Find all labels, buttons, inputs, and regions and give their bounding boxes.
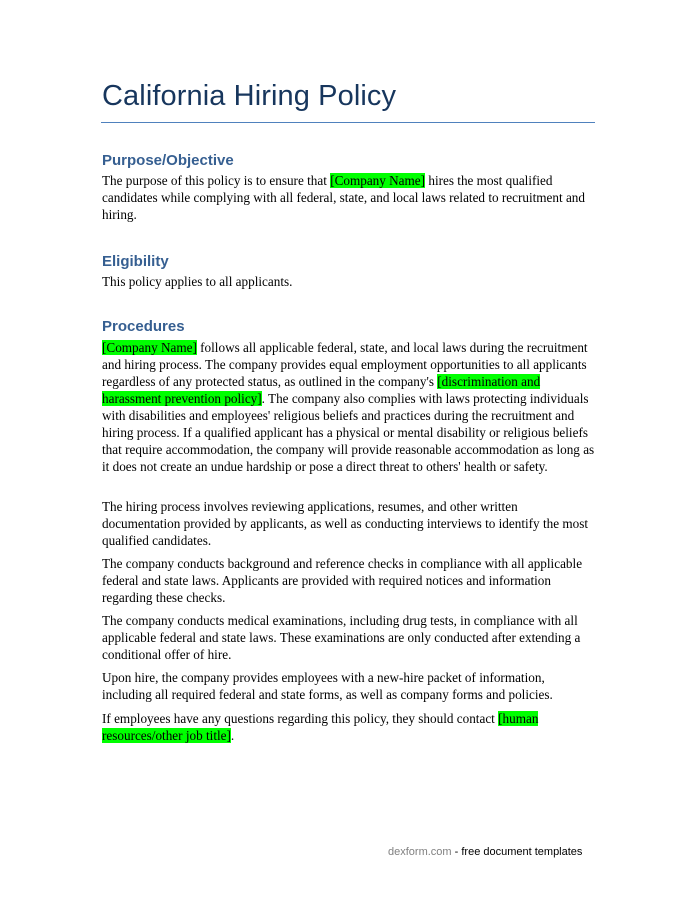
eligibility-paragraph: This policy applies to all applicants. (102, 274, 293, 289)
placeholder-policy-name: [discrimination and harassment prevention policy] (102, 374, 541, 406)
text-run: hires the most qualified candidates while complying with all federal, state, and local laws related to recruitment and hiring. (102, 173, 585, 222)
procedures-paragraph-3: The company conducts background and reference checks in compliance with all applicable federal and state laws. Applicants are provided with required notices and information regarding these checks. (102, 556, 583, 605)
footer-tagline: - free document templates (451, 846, 583, 858)
purpose-paragraph (102, 172, 596, 223)
text-run: If employees have any questions regarding this policy, they should contact (102, 711, 499, 726)
heading-eligibility: Eligibility (102, 253, 169, 270)
footer (388, 846, 582, 858)
placeholder-company-name: [Company Name] (330, 173, 426, 188)
placeholder-contact-title: [human resources/other job title] (102, 711, 539, 743)
procedures-paragraph-5: Upon hire, the company provides employees with a new-hire packet of information, including all required federal and state forms, as well as company forms and policies. (102, 670, 553, 702)
footer-brand-link[interactable]: dexform.com (388, 846, 452, 858)
heading-purpose: Purpose/Objective (102, 152, 234, 169)
procedures-paragraph-1 (102, 339, 596, 475)
text-run: The purpose of this policy is to ensure that (102, 173, 331, 188)
placeholder-company-name: [Company Name] (102, 340, 197, 355)
text-run: follows all applicable federal, state, and local laws during the recruitment and hiring process. The company provides equal employment opportunities to all applicants regardless of any protected status, as outlined in the company's (102, 340, 588, 389)
procedures-paragraph-6 (102, 710, 596, 744)
procedures-paragraph-4: The company conducts medical examinations, including drug tests, in compliance with all applicable federal and state laws. These examinations are only conducted after extending a conditional offer of hire. (102, 613, 581, 662)
text-run: . The company also complies with laws protecting individuals with disabilities and employees' religious beliefs and practices during the recruitment and hiring process. If a qualified applicant has a physical or mental disability or religious beliefs that require accommodation, the company will provide reasonable accommodation as long as it does not create an undue hardship or pose a direct threat to others' health or safety. (102, 391, 595, 474)
document-title: California Hiring Policy (102, 80, 397, 112)
title-underline-rule (101, 122, 595, 123)
text-run: . (230, 728, 235, 743)
heading-procedures: Procedures (102, 318, 185, 335)
procedures-paragraph-2: The hiring process involves reviewing applications, resumes, and other written documentation provided by applicants, as well as conducting interviews to identify the most qualified candidates. (102, 499, 588, 548)
